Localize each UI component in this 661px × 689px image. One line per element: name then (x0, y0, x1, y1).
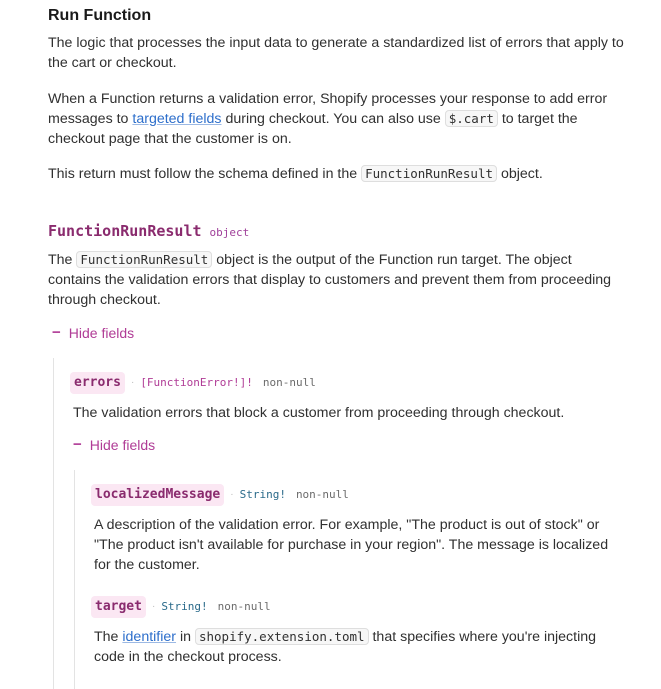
section-title: Run Function (48, 7, 152, 24)
text: The (48, 252, 77, 268)
minus-icon: − (73, 436, 82, 453)
separator-dot: · (230, 489, 234, 500)
field-localized-heading (91, 484, 349, 506)
schema-paragraph (48, 164, 628, 184)
field-type-localized: String! (239, 488, 286, 501)
text: The (94, 629, 123, 645)
minus-icon: − (52, 324, 61, 341)
separator-dot: · (130, 377, 135, 388)
nested-fields-rail (74, 470, 75, 689)
field-target-heading (91, 596, 271, 618)
text: object is the output of the Function run target. The object contains the validation errors that display to customers and prevent them from proceeding through checkout. (48, 252, 612, 308)
field-type-target: String! (161, 600, 208, 613)
hide-fields-toggle-errors[interactable] (73, 435, 155, 455)
field-type-errors: [FunctionError!]! (140, 376, 253, 389)
field-target-description (94, 627, 619, 667)
text: When a Function returns a validation error, Shopify processes your response to add error messages to (48, 91, 608, 127)
function-run-result-code: FunctionRunResult (361, 165, 497, 182)
hide-fields-toggle-object[interactable] (52, 323, 134, 343)
text: during checkout. You can also use (221, 111, 445, 127)
targeted-fields-link[interactable]: targeted fields (132, 111, 222, 127)
object-code: FunctionRunResult (76, 251, 212, 268)
cart-code: $.cart (445, 110, 498, 127)
identifier-link[interactable]: identifier (122, 629, 177, 645)
nullability-localized: non-null (295, 488, 349, 501)
object-type: object (209, 226, 250, 239)
nullability-target: non-null (217, 600, 271, 613)
text: to target the checkout page that the customer is on. (48, 111, 578, 147)
field-localized-description: A description of the validation error. For example, "The product is out of stock" or "The product isn't available for purchase in your region". The message is localized for the customer. (94, 517, 609, 573)
fields-rail (53, 358, 54, 689)
hide-fields-label: Hide fields (89, 437, 156, 453)
separator-dot: · (151, 601, 156, 612)
field-name-errors: errors (70, 372, 125, 394)
validation-paragraph (48, 89, 628, 149)
text: object. (497, 166, 543, 182)
object-heading (48, 221, 249, 245)
object-description (48, 250, 628, 310)
text: that specifies where you're injecting code in the checkout process. (94, 629, 597, 665)
hide-fields-label: Hide fields (68, 325, 135, 341)
extension-toml-code: shopify.extension.toml (195, 628, 369, 645)
field-errors-heading (70, 372, 316, 394)
nullability-errors: non-null (262, 376, 316, 389)
intro-paragraph: The logic that processes the input data to generate a standardized list of errors that apply to the cart or checkout. (48, 35, 624, 71)
field-errors-description: The validation errors that block a customer from proceeding through checkout. (73, 405, 565, 421)
text: in (176, 629, 195, 645)
text: This return must follow the schema defined in the (48, 166, 362, 182)
field-name-target: target (91, 596, 146, 618)
object-name: FunctionRunResult (48, 222, 202, 240)
field-name-localized: localizedMessage (91, 484, 224, 506)
